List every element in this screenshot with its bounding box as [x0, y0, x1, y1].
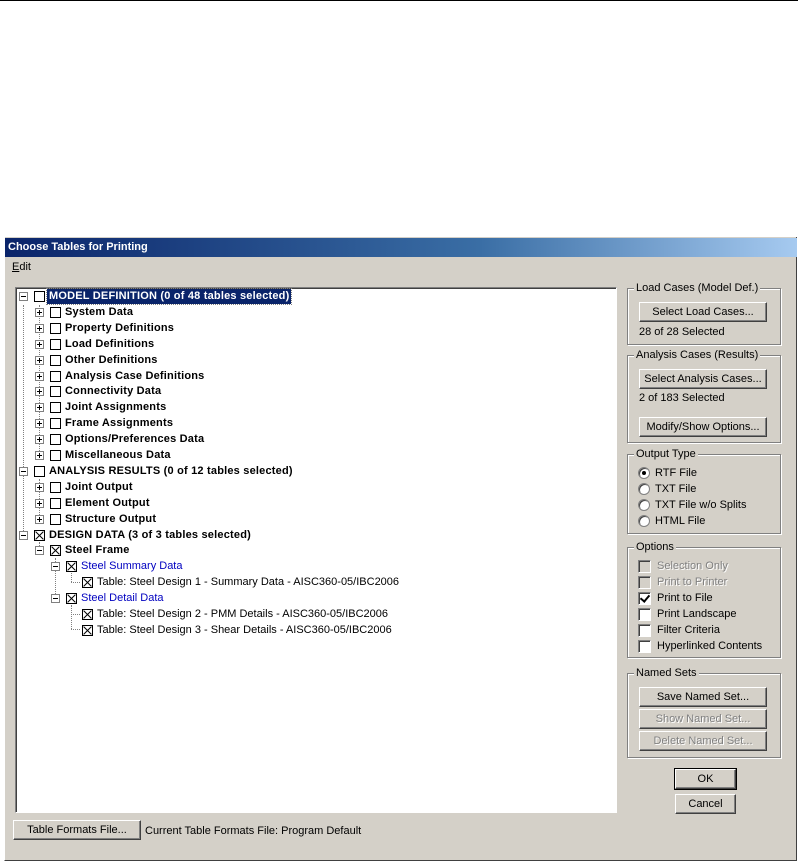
- checkbox-icon[interactable]: [50, 386, 61, 397]
- load-cases-group: [627, 282, 781, 345]
- expand-icon[interactable]: [35, 435, 44, 444]
- checkbox-icon[interactable]: [50, 450, 61, 461]
- tree-label: Miscellaneous Data: [65, 449, 171, 461]
- analysis-cases-status: 2 of 183 Selected: [639, 392, 725, 404]
- checkbox-icon[interactable]: [50, 482, 61, 493]
- tree-label: Options/Preferences Data: [65, 433, 205, 445]
- expand-icon[interactable]: [35, 419, 44, 428]
- checkbox-checked-icon[interactable]: [66, 593, 77, 604]
- radio-rtf[interactable]: [638, 467, 650, 479]
- tree-label: Table: Steel Design 3 - Shear Details - AISC360-05/IBC2006: [97, 624, 392, 636]
- radio-html[interactable]: [638, 515, 650, 527]
- print-to-printer-checkbox: [638, 576, 651, 589]
- group-title: Output Type: [636, 448, 696, 460]
- current-table-formats-text: Current Table Formats File: Program Default: [145, 825, 362, 837]
- radio-label[interactable]: TXT File w/o Splits: [655, 499, 747, 511]
- tree-label: Steel Summary Data: [81, 560, 183, 572]
- radio-txt[interactable]: [638, 483, 650, 495]
- tree-node-property-definitions[interactable]: [16, 321, 616, 336]
- analysis-cases-group: [627, 349, 781, 443]
- named-sets-group: [627, 667, 781, 758]
- tree-label: MODEL DEFINITION (0 of 48 tables selected): [49, 290, 290, 302]
- tree-node-options-preferences[interactable]: [16, 432, 616, 447]
- tree-node-other-definitions[interactable]: [16, 353, 616, 368]
- tree-node-element-output[interactable]: [16, 496, 616, 511]
- radio-label[interactable]: TXT File: [655, 483, 697, 495]
- tree-label: Steel Detail Data: [81, 592, 164, 604]
- checkbox-label[interactable]: Print Landscape: [657, 608, 737, 620]
- checkbox-icon[interactable]: [34, 291, 45, 302]
- expand-icon[interactable]: [35, 372, 44, 381]
- filter-criteria-checkbox[interactable]: [638, 624, 651, 637]
- tree-node-structure-output[interactable]: [16, 512, 616, 527]
- checkbox-icon[interactable]: [34, 466, 45, 477]
- expand-icon[interactable]: [35, 356, 44, 365]
- tree-label: Steel Frame: [65, 544, 130, 556]
- expand-icon[interactable]: [35, 340, 44, 349]
- tree-label: Analysis Case Definitions: [65, 370, 205, 382]
- tree-node-miscellaneous-data[interactable]: [16, 448, 616, 463]
- collapse-icon[interactable]: [35, 546, 44, 555]
- radio-txt-no-splits[interactable]: [638, 499, 650, 511]
- top-rule: [0, 0, 798, 1]
- tree-node-table-3[interactable]: [16, 623, 616, 638]
- collapse-icon[interactable]: [19, 467, 28, 476]
- tree-node-analysis-results[interactable]: [16, 464, 616, 479]
- expand-icon[interactable]: [35, 308, 44, 317]
- radio-label[interactable]: HTML File: [655, 515, 706, 527]
- hyperlinked-contents-checkbox[interactable]: [638, 640, 651, 653]
- expand-icon[interactable]: [35, 451, 44, 460]
- checkbox-checked-icon[interactable]: [82, 609, 93, 620]
- tree-label: Load Definitions: [65, 338, 155, 350]
- print-to-file-checkbox[interactable]: [638, 592, 651, 605]
- group-title: Analysis Cases (Results): [636, 349, 759, 361]
- checkbox-label[interactable]: Print to File: [657, 592, 713, 604]
- title-bar: Choose Tables for Printing: [5, 238, 797, 257]
- checkbox-checked-icon[interactable]: [82, 577, 93, 588]
- delete-named-set-button: Delete Named Set...: [639, 731, 767, 751]
- checkbox-icon[interactable]: [50, 402, 61, 413]
- tables-tree[interactable]: [15, 287, 617, 813]
- modify-show-options-button[interactable]: Modify/Show Options...: [639, 417, 767, 437]
- group-title: Named Sets: [636, 667, 697, 679]
- group-title: Load Cases (Model Def.): [636, 282, 759, 294]
- tree-node-steel-summary[interactable]: [16, 559, 616, 574]
- tree-label: Joint Output: [65, 481, 133, 493]
- checkbox-icon[interactable]: [50, 514, 61, 525]
- checkbox-label[interactable]: Hyperlinked Contents: [657, 640, 763, 652]
- tree-node-system-data[interactable]: [16, 305, 616, 320]
- checkbox-checked-icon[interactable]: [50, 545, 61, 556]
- checkbox-checked-icon[interactable]: [66, 561, 77, 572]
- tree-label: Structure Output: [65, 513, 157, 525]
- checkbox-icon[interactable]: [50, 371, 61, 382]
- tree-label: Table: Steel Design 1 - Summary Data - AISC360-05/IBC2006: [97, 576, 400, 588]
- checkbox-label[interactable]: Filter Criteria: [657, 624, 720, 636]
- collapse-icon[interactable]: [51, 594, 60, 603]
- tree-node-table-1[interactable]: [16, 575, 616, 590]
- load-cases-status: 28 of 28 Selected: [639, 326, 725, 338]
- checkbox-icon[interactable]: [50, 307, 61, 318]
- output-type-group: [627, 448, 781, 534]
- group-title: Options: [636, 541, 674, 553]
- checkbox-icon[interactable]: [50, 355, 61, 366]
- menu-edit[interactable]: Edit: [12, 261, 31, 273]
- tree-label: Table: Steel Design 2 - PMM Details - AISC360-05/IBC2006: [97, 608, 389, 620]
- print-landscape-checkbox[interactable]: [638, 608, 651, 621]
- options-group: [627, 541, 781, 658]
- tree-node-frame-assignments[interactable]: [16, 416, 616, 431]
- checkbox-label: Selection Only: [657, 560, 728, 572]
- checkbox-checked-icon[interactable]: [82, 625, 93, 636]
- checkbox-checked-icon[interactable]: [34, 530, 45, 541]
- tree-node-connectivity-data[interactable]: [16, 384, 616, 399]
- tree-node-model-definition[interactable]: [16, 289, 616, 304]
- choose-tables-dialog: [4, 237, 797, 861]
- table-formats-file-button[interactable]: Table Formats File...: [13, 820, 141, 840]
- tree-node-steel-frame[interactable]: [16, 543, 616, 558]
- checkbox-label: Print to Printer: [657, 576, 728, 588]
- select-load-cases-button[interactable]: Select Load Cases...: [639, 302, 767, 322]
- cancel-button[interactable]: Cancel: [675, 794, 736, 814]
- tree-label: DESIGN DATA (3 of 3 tables selected): [49, 529, 251, 541]
- radio-label[interactable]: RTF File: [655, 467, 697, 479]
- checkbox-icon[interactable]: [50, 434, 61, 445]
- expand-icon[interactable]: [35, 515, 44, 524]
- tree-node-table-2[interactable]: [16, 607, 616, 622]
- tree-label: Other Definitions: [65, 354, 158, 366]
- checkbox-icon[interactable]: [50, 323, 61, 334]
- tree-label: Joint Assignments: [65, 401, 167, 413]
- collapse-icon[interactable]: [19, 531, 28, 540]
- checkbox-icon[interactable]: [50, 498, 61, 509]
- tree-label: Element Output: [65, 497, 150, 509]
- checkbox-icon[interactable]: [50, 418, 61, 429]
- expand-icon[interactable]: [35, 403, 44, 412]
- tree-label: ANALYSIS RESULTS (0 of 12 tables selected): [49, 465, 293, 477]
- tree-node-design-data[interactable]: [16, 528, 616, 543]
- select-analysis-cases-button[interactable]: Select Analysis Cases...: [639, 369, 767, 389]
- tree-node-joint-output[interactable]: [16, 480, 616, 495]
- tree-node-joint-assignments[interactable]: [16, 400, 616, 415]
- tree-label: System Data: [65, 306, 134, 318]
- save-named-set-button[interactable]: Save Named Set...: [639, 687, 767, 707]
- expand-icon[interactable]: [35, 324, 44, 333]
- expand-icon[interactable]: [35, 387, 44, 396]
- tree-label: Property Definitions: [65, 322, 175, 334]
- tree-node-analysis-case-definitions[interactable]: [16, 369, 616, 384]
- ok-button[interactable]: OK: [675, 769, 736, 789]
- tree-node-load-definitions[interactable]: [16, 337, 616, 352]
- selection-only-checkbox: [638, 560, 651, 573]
- expand-icon[interactable]: [35, 499, 44, 508]
- show-named-set-button: Show Named Set...: [639, 709, 767, 729]
- tree-label: Frame Assignments: [65, 417, 174, 429]
- menu-bar: [5, 258, 797, 277]
- collapse-icon[interactable]: [51, 562, 60, 571]
- expand-icon[interactable]: [35, 483, 44, 492]
- tree-label: Connectivity Data: [65, 385, 162, 397]
- checkbox-icon[interactable]: [50, 339, 61, 350]
- tree-node-steel-detail[interactable]: [16, 591, 616, 606]
- collapse-icon[interactable]: [19, 292, 28, 301]
